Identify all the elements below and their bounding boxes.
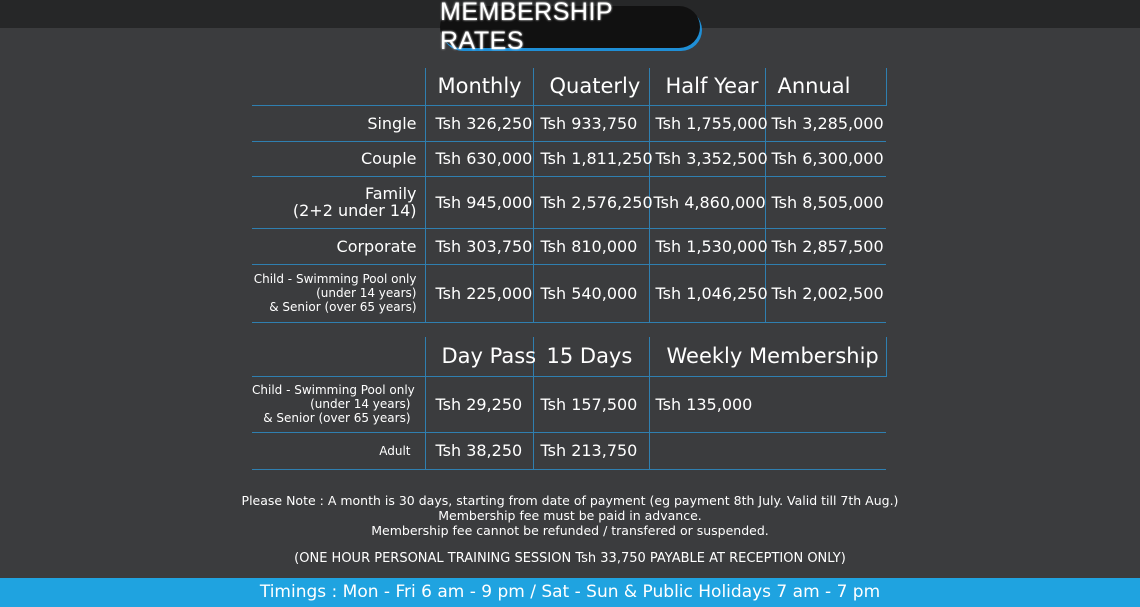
header-annual: Annual (765, 68, 886, 105)
price-cell: Tsh 1,811,250 (533, 141, 649, 176)
table-row (252, 432, 886, 469)
price-cell: Tsh 8,505,000 (765, 176, 886, 228)
row-label-line: (2+2 under 14) (292, 201, 417, 220)
timings-footer: Timings : Mon - Fri 6 am - 9 pm / Sat - Sun & Public Holidays 7 am - 7 pm (0, 578, 1140, 607)
price-cell: Tsh 933,750 (533, 105, 649, 141)
price-cell: Tsh 4,860,000 (649, 176, 765, 228)
header-half-year: Half Year (649, 68, 765, 105)
price-cell: Tsh 38,250 (425, 432, 533, 469)
table-row (252, 228, 886, 264)
row-label-line: Child - Swimming Pool only (252, 383, 415, 397)
table-row (252, 376, 886, 432)
price-cell: Tsh 326,250 (425, 105, 533, 141)
price-cell: Tsh 540,000 (533, 264, 649, 322)
refund-note: Membership fee cannot be refunded / transfered or suspended. (371, 523, 769, 538)
price-cell-empty (649, 432, 886, 469)
row-label-single: Single (252, 105, 425, 141)
row-label-line: (under 14 years) (310, 397, 411, 411)
payment-note: Please Note : A month is 30 days, starting from date of payment (eg payment 8th July. Valid till 7th Aug.) (241, 493, 899, 508)
price-cell: Tsh 3,352,500 (649, 141, 765, 176)
header-blank-cell (252, 68, 425, 105)
table-row (252, 105, 886, 141)
row-label-child-senior (252, 264, 425, 322)
page-title: MEMBERSHIP RATES (440, 6, 700, 48)
pass-rates-table (252, 337, 887, 470)
price-cell: Tsh 6,300,000 (765, 141, 886, 176)
header-day-pass: Day Pass (425, 337, 533, 376)
price-cell: Tsh 135,000 (649, 376, 886, 432)
price-cell: Tsh 2,002,500 (765, 264, 886, 322)
price-cell: Tsh 1,755,000 (649, 105, 765, 141)
price-cell: Tsh 225,000 (425, 264, 533, 322)
header-15-days: 15 Days (533, 337, 649, 376)
row-label-line: & Senior (over 65 years) (269, 300, 417, 314)
price-cell: Tsh 303,750 (425, 228, 533, 264)
header-blank-cell (252, 337, 425, 376)
price-cell: Tsh 3,285,000 (765, 105, 886, 141)
row-label-adult: Adult (252, 432, 425, 469)
table-row (252, 264, 886, 322)
row-label-corporate: Corporate (252, 228, 425, 264)
price-cell: Tsh 2,576,250 (533, 176, 649, 228)
membership-rates-table (252, 68, 887, 323)
row-label-line: (under 14 years) (316, 286, 417, 300)
row-label-family (252, 176, 425, 228)
header-monthly: Monthly (425, 68, 533, 105)
row-label-line: & Senior (over 65 years) (263, 411, 411, 425)
advance-payment-note: Membership fee must be paid in advance. (438, 508, 702, 523)
price-cell: Tsh 1,530,000 (649, 228, 765, 264)
row-label-child-senior (252, 376, 425, 432)
row-label-couple: Couple (252, 141, 425, 176)
table-row (252, 176, 886, 228)
price-cell: Tsh 29,250 (425, 376, 533, 432)
table-row (252, 141, 886, 176)
row-label-line: Child - Swimming Pool only (253, 272, 417, 286)
personal-training-note: (ONE HOUR PERSONAL TRAINING SESSION Tsh 33,750 PAYABLE AT RECEPTION ONLY) (294, 551, 846, 566)
price-cell: Tsh 213,750 (533, 432, 649, 469)
price-cell: Tsh 630,000 (425, 141, 533, 176)
price-cell: Tsh 945,000 (425, 176, 533, 228)
row-label-line: Family (365, 184, 417, 203)
price-cell: Tsh 2,857,500 (765, 228, 886, 264)
price-cell: Tsh 810,000 (533, 228, 649, 264)
header-weekly-membership: Weekly Membership (649, 337, 886, 376)
price-cell: Tsh 1,046,250 (649, 264, 765, 322)
price-cell: Tsh 157,500 (533, 376, 649, 432)
header-quarterly: Quaterly (533, 68, 649, 105)
